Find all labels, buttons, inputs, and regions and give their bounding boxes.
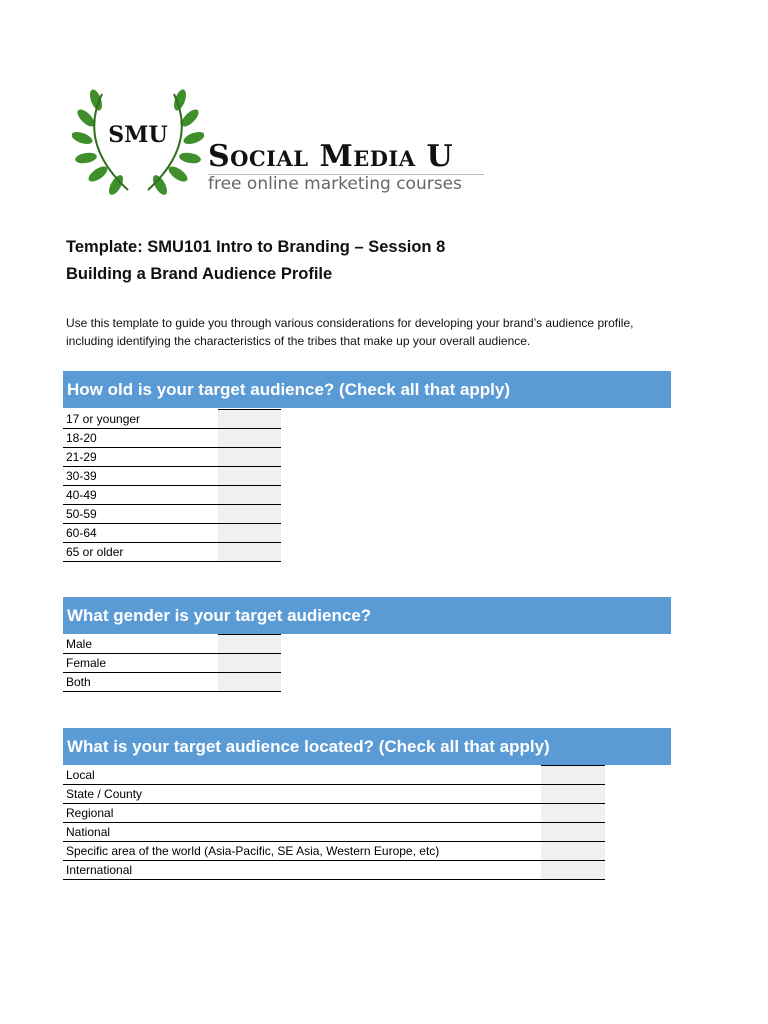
- table-row: [63, 766, 605, 785]
- smu-badge-text: SMU: [108, 122, 168, 148]
- table-row: [63, 804, 605, 823]
- document-title: [66, 234, 445, 288]
- age-checkbox[interactable]: [218, 429, 281, 448]
- option-label: 21-29: [63, 448, 218, 467]
- option-label: 50-59: [63, 505, 218, 524]
- brand-name: Social Media U: [208, 139, 454, 174]
- table-row: [63, 429, 281, 448]
- gender-checkbox[interactable]: [218, 673, 281, 692]
- title-line-1: Template: SMU101 Intro to Branding – Session 8: [66, 238, 446, 256]
- option-label: Regional: [63, 804, 541, 823]
- option-label: State / County: [63, 785, 541, 804]
- gender-checkbox[interactable]: [218, 635, 281, 654]
- option-label: 65 or older: [63, 543, 218, 562]
- table-row: [63, 842, 605, 861]
- table-row: [63, 410, 281, 429]
- title-line-2: Building a Brand Audience Profile: [66, 265, 333, 283]
- location-checkbox[interactable]: [541, 861, 605, 880]
- gender-options-table: [63, 634, 281, 692]
- table-row: [63, 823, 605, 842]
- option-label: Local: [63, 766, 541, 785]
- intro-line-1: Use this template to guide you through various considerations for developing your brand’s audience profile,: [66, 316, 634, 330]
- intro-line-2: including identifying the characteristics of the tribes that make up your overall audience.: [66, 334, 531, 348]
- gender-checkbox[interactable]: [218, 654, 281, 673]
- option-label: 40-49: [63, 486, 218, 505]
- age-checkbox[interactable]: [218, 505, 281, 524]
- table-row: [63, 543, 281, 562]
- table-row: [63, 524, 281, 543]
- table-row: [63, 467, 281, 486]
- age-checkbox[interactable]: [218, 410, 281, 429]
- option-label: Both: [63, 673, 218, 692]
- age-options-table: [63, 409, 281, 562]
- brand-tagline: free online marketing courses: [208, 174, 462, 194]
- gender-section-heading: What gender is your target audience?: [63, 597, 671, 634]
- location-checkbox[interactable]: [541, 766, 605, 785]
- option-label: International: [63, 861, 541, 880]
- option-label: 60-64: [63, 524, 218, 543]
- age-checkbox[interactable]: [218, 467, 281, 486]
- age-checkbox[interactable]: [218, 486, 281, 505]
- table-row: [63, 505, 281, 524]
- smu-logo: [72, 84, 492, 204]
- option-label: 30-39: [63, 467, 218, 486]
- age-checkbox[interactable]: [218, 524, 281, 543]
- table-row: [63, 785, 605, 804]
- table-row: [63, 486, 281, 505]
- table-row: [63, 673, 281, 692]
- age-checkbox[interactable]: [218, 543, 281, 562]
- intro-text: [66, 314, 678, 350]
- option-label: 18-20: [63, 429, 218, 448]
- location-section-heading: What is your target audience located? (Check all that apply): [63, 728, 671, 765]
- age-checkbox[interactable]: [218, 448, 281, 467]
- option-label: Female: [63, 654, 218, 673]
- laurel-wreath-icon: [72, 84, 204, 196]
- location-options-table: [63, 765, 605, 880]
- location-checkbox[interactable]: [541, 823, 605, 842]
- option-label: Male: [63, 635, 218, 654]
- table-row: [63, 861, 605, 880]
- table-row: [63, 654, 281, 673]
- location-checkbox[interactable]: [541, 842, 605, 861]
- option-label: 17 or younger: [63, 410, 218, 429]
- age-section-heading: How old is your target audience? (Check all that apply): [63, 371, 671, 408]
- option-label: Specific area of the world (Asia-Pacific, SE Asia, Western Europe, etc): [63, 842, 541, 861]
- location-checkbox[interactable]: [541, 785, 605, 804]
- option-label: National: [63, 823, 541, 842]
- table-row: [63, 635, 281, 654]
- table-row: [63, 448, 281, 467]
- location-checkbox[interactable]: [541, 804, 605, 823]
